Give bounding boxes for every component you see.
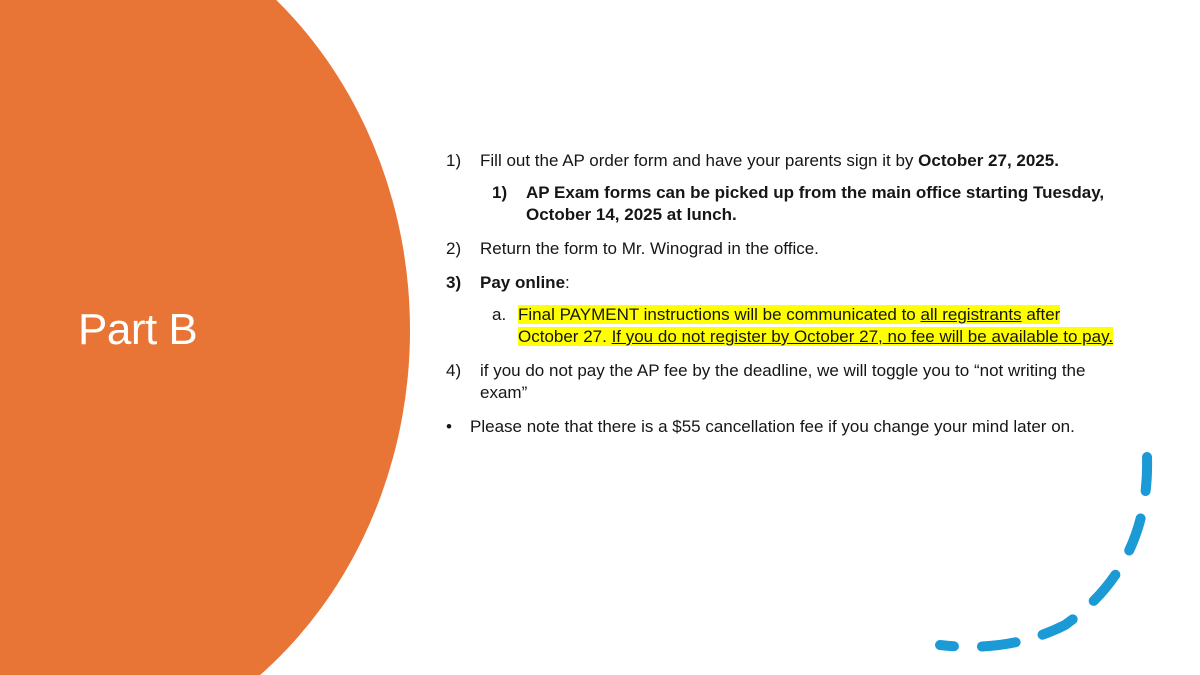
bullet-icon: •: [446, 417, 452, 436]
list-text: AP Exam forms can be picked up from the main office starting Tuesday, October 14, 2025 at lunch.: [526, 183, 1105, 224]
list-item-return-form: [446, 238, 1116, 260]
pay-online-colon: :: [565, 273, 570, 292]
list-text: Return the form to Mr. Winograd in the office.: [480, 239, 819, 258]
payment-text: after October 27.: [518, 305, 1061, 346]
orange-circle-decoration: [0, 0, 410, 675]
list-subitem-pickup-forms: [492, 182, 1116, 226]
list-marker: 3): [446, 273, 462, 292]
deadline-text: October 27, 2025.: [918, 151, 1059, 170]
payment-warning-text: If you do not register by October 27, no fee will be available to pay.: [611, 327, 1114, 346]
list-subitem-payment-instructions: [492, 304, 1116, 348]
slide-content: [446, 150, 1116, 450]
list-item-pay-online: [446, 272, 1116, 294]
list-text: Fill out the AP order form and have your parents sign it by: [480, 151, 919, 170]
list-marker: a.: [492, 305, 507, 324]
list-item-fill-form: [446, 150, 1116, 172]
payment-text: Final PAYMENT instructions will be communicated to: [518, 305, 921, 324]
list-marker: 4): [446, 361, 462, 380]
list-marker: 1): [492, 183, 508, 202]
list-marker: 1): [446, 151, 462, 170]
dashed-arc-decoration: [925, 445, 1165, 665]
list-text: Please note that there is a $55 cancellation fee if you change your mind later on.: [470, 417, 1075, 436]
payment-underlined-text: all registrants: [920, 305, 1022, 324]
pay-online-label: Pay online: [480, 273, 566, 292]
list-text: if you do not pay the AP fee by the deadline, we will toggle you to “not writing the exam”: [480, 361, 1086, 402]
list-item-cancellation-note: [446, 416, 1116, 438]
list-item-fee-deadline: [446, 360, 1116, 404]
list-marker: 2): [446, 239, 462, 258]
slide-title: Part B: [78, 305, 198, 354]
blue-dashed-arc: [940, 457, 1147, 647]
